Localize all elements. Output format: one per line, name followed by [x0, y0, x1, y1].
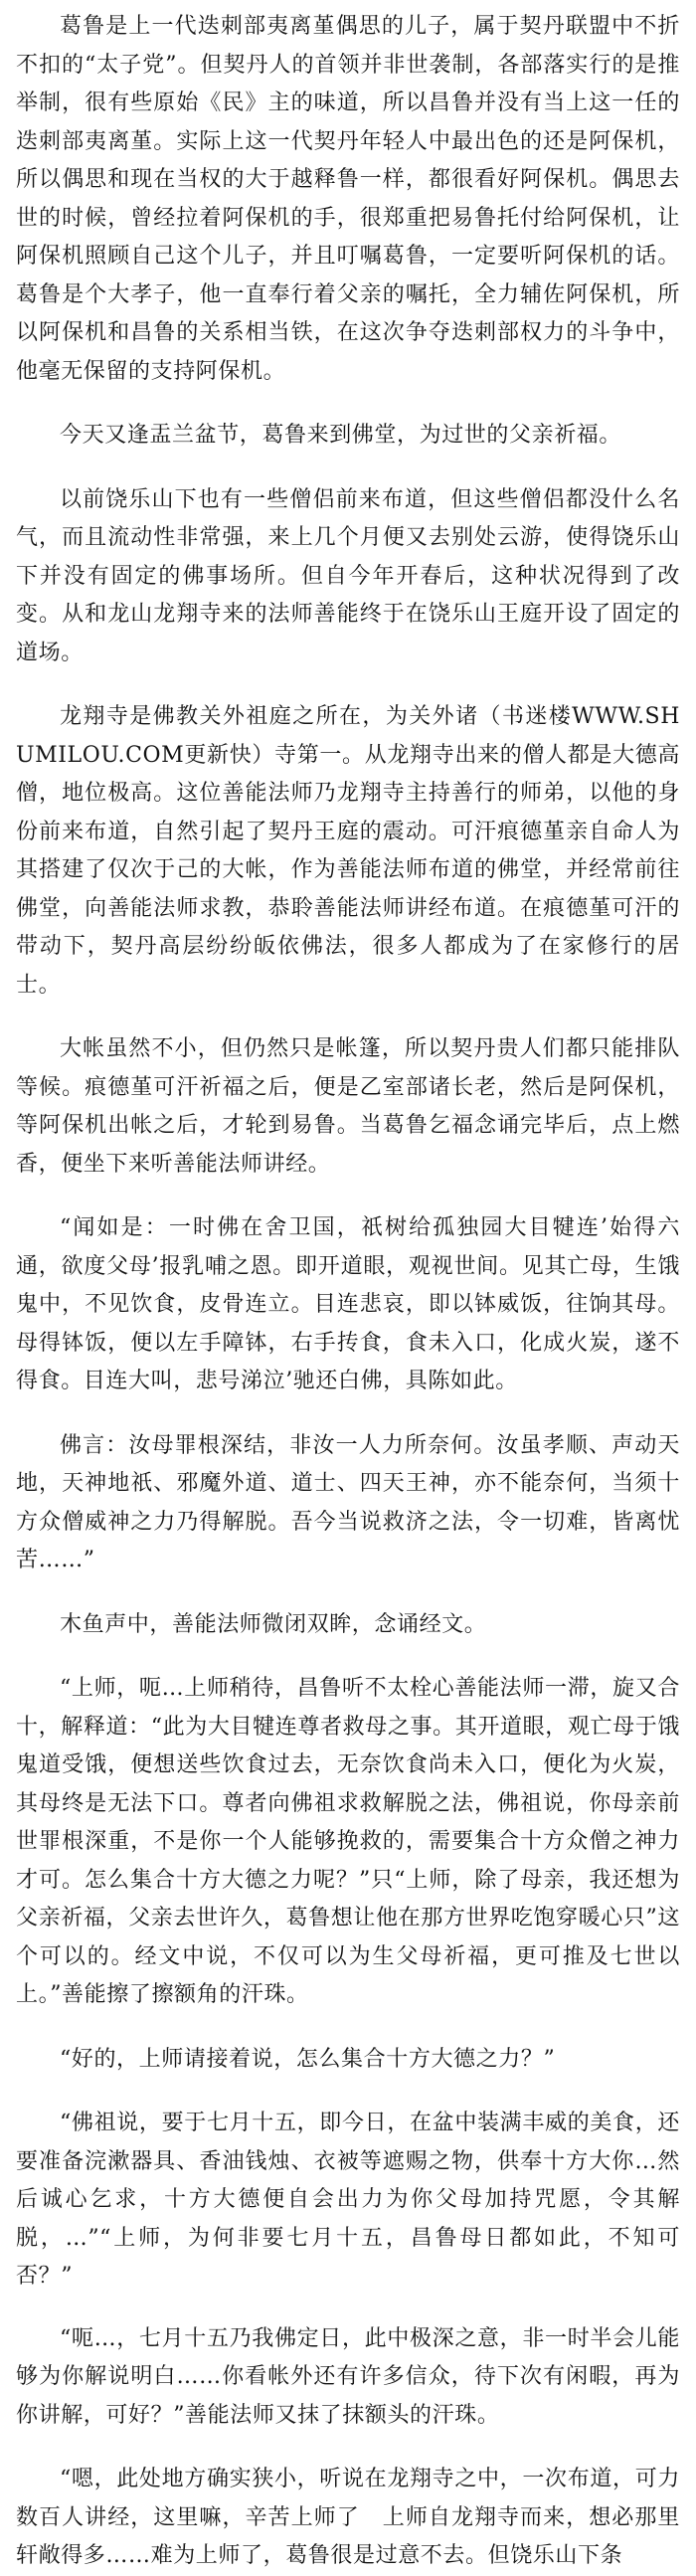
paragraph-7: 佛言：汝母罪根深结，非汝一人力所奈何。汝虽孝顺、声动天地，天神地祇、邪魔外道、道士、四天王神，亦不能奈何，当须十方众僧威神之力乃得解脱。吾今当说救济之法，令一切难，皆离忧苦……”: [16, 1432, 680, 1572]
paragraph-4: 龙翔寺是佛教关外祖庭之所在，为关外诸（书迷楼WWW.SHUMILOU.COM更新快）寺第一。从龙翔寺出来的僧人都是大德高僧，地位极高。这位善能法师乃龙翔寺主持善行的师弟，以他的身份前来布道，自然引起了契丹王庭的震动。可汗痕德堇亲自命人为其搭建了仅次于己的大帐，作为善能法师布道的佛堂，并经常前往佛堂，向善能法师求教，恭聆善能法师讲经布道。在痕德堇可汗的带动下，契丹高层纷纷皈依佛法，很多人都成为了在家修行的居士。: [16, 704, 680, 998]
paragraph-1: 葛鲁是上一代迭刺部夷离堇偶思的儿子，属于契丹联盟中不折不扣的“太子党”。但契丹人的首领并非世袭制，各部落实行的是推举制，很有些原始《民》主的味道，所以昌鲁并没有当上这一任的迭刺部夷离堇。实际上这一代契丹年轻人中最出色的还是阿保机，所以偶思和现在当权的大于越释鲁一样，都很看好阿保机。偶思去世的时候，曾经拉着阿保机的手，很郑重把易鲁托付给阿保机，让阿保机照顾自己这个儿子，并且叮嘱葛鲁，一定要听阿保机的话。葛鲁是个大孝子，他一直奉行着父亲的嘱托，全力辅佐阿保机，所以阿保机和昌鲁的关系相当铁，在这次争夺迭刺部权力的斗争中，他毫无保留的支持阿保机。: [16, 14, 680, 384]
paragraph-8: 木鱼声中，善能法师微闭双眸，念诵经文。: [60, 1611, 487, 1637]
paragraph-9: “上师，呃…上师稍待，昌鲁听不太栓心善能法师一滞，旋又合十，解释道：“此为大目犍连尊者救母之事。其开道眼，观亡母于饿鬼道受饿，便想送些饮食过去，无奈饮食尚未入口，便化为火炭，其母终是无法下口。尊者向佛祖求救解脱之法，佛祖说，你母亲前世罪根深重，不是你一个人能够挽救的，需要集合十方众僧之神力才可。怎么集合十方大德之力呢？”只“上师，除了母亲，我还想为父亲祈福，父亲去世许久，葛鲁想让他在那方世界吃饱穿暖心只”这个可以的。经文中说，不仅可以为生父母祈福，更可推及七世以上。”善能擦了擦额角的汗珠。: [16, 1676, 680, 2007]
paragraph-12: “呃…，七月十五乃我佛定日，此中极深之意，非一时半会儿能够为你解说明白……你看帐外还有许多信众，待下次有闲暇，再为你讲解，可好？”善能法师又抹了抹额头的汗珠。: [16, 2325, 680, 2428]
paragraph-2: 今天又逢盂兰盆节，葛鲁来到佛堂，为过世的父亲祈福。: [60, 423, 622, 448]
paragraph-10: “好的，上师请接着说，怎么集合十方大德之力？”: [60, 2046, 556, 2072]
paragraph-6: “闻如是：一时佛在舍卫国，祇树给孤独园大目犍连’始得六通，欲度父母’报乳哺之恩。即开道眼，观视世间。见其亡母，生饿鬼中，不见饮食，皮骨连立。目连悲哀，即以钵威饭，往饷其母。母得钵饭，便以左手障钵，右手抟食，食未入口，化成火炭，遂不得食。目连大叫，悲号涕泣’驰还白佛，具陈如此。: [16, 1215, 680, 1393]
paragraph-13: “嗯，此处地方确实狭小，听说在龙翔寺之中，一次布道，可力数百人讲经，这里嘛，辛苦上师了 上师自龙翔寺而来，想必那里轩敞得多……难为上师了，葛鲁很是过意不去。但饶乐山下条: [16, 2467, 680, 2568]
paragraph-3: 以前饶乐山下也有一些僧侣前来布道，但这些僧侣都没什么名气，而且流动性非常强，来上几个月便又去别处云游，使得饶乐山下并没有固定的佛事场所。但自今年开春后，这种状况得到了改变。从和龙山龙翔寺来的法师善能终于在饶乐山王庭开设了固定的道场。: [16, 486, 680, 665]
paragraph-11: “佛祖说，要于七月十五，即今日，在盆中装满丰威的美食，还要准备浣漱器具、香油钱烛、衣被等遮赐之物，供奉十方大你…然后诚心乞求，十方大德便自会出力为你父母加持咒愿，令其解脱，…”“上师，为何非要七月十五，昌鲁母日都如此，不知可否？”: [16, 2111, 680, 2289]
paragraph-5: 大帐虽然不小，但仍然只是帐篷，所以契丹贵人们都只能排队等候。痕德堇可汗祈福之后，便是乙室部诸长老，然后是阿保机，等阿保机出帐之后，才轮到易鲁。当葛鲁乞福念诵完毕后，点上燃香，便坐下来听善能法师讲经。: [16, 1036, 680, 1177]
